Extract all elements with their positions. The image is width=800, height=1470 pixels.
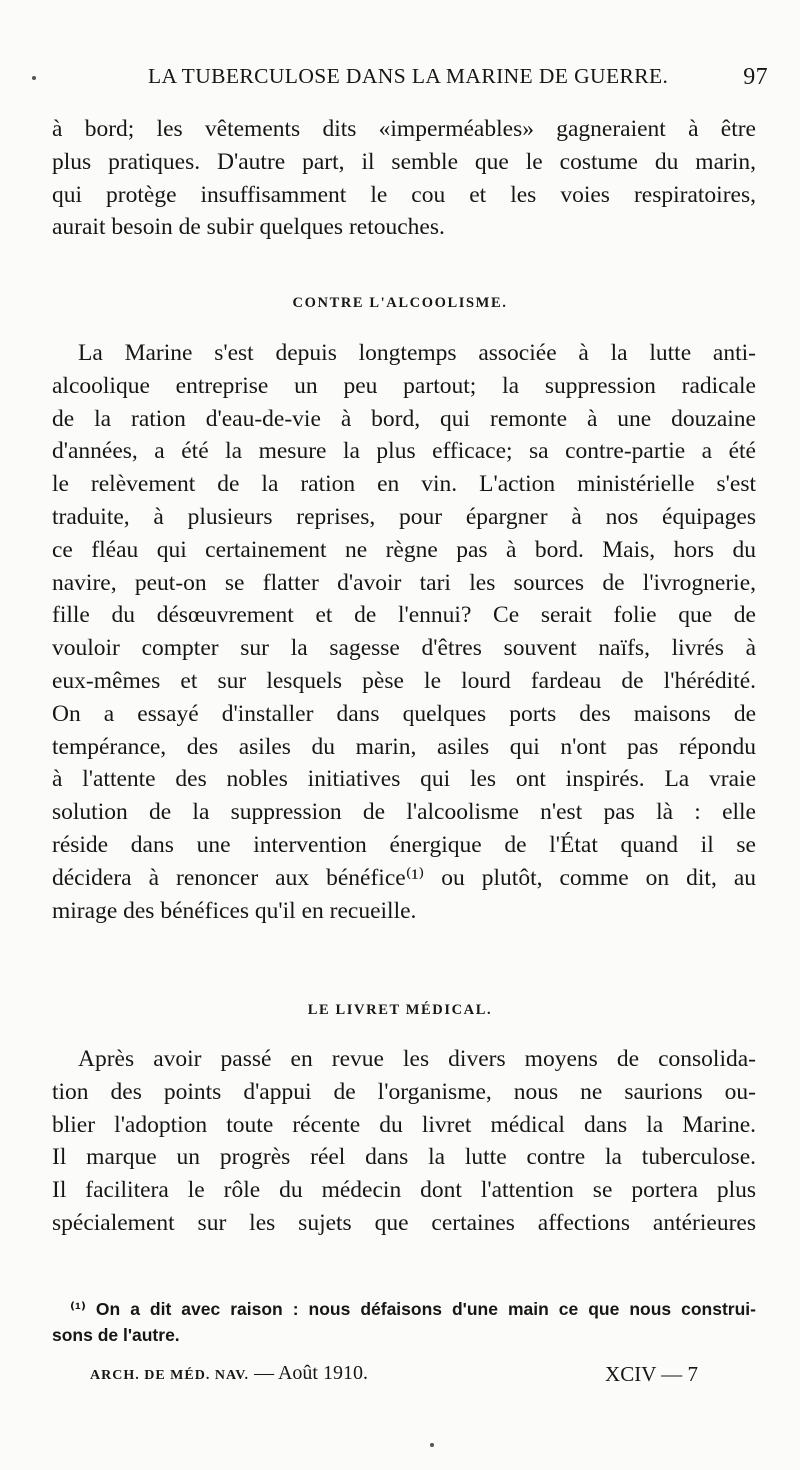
text-line: alcoolique entreprise un peu partout; la suppression radicale xyxy=(52,372,756,399)
text-line: vouloir compter sur la sagesse d'êtres souvent naïfs, livrés à xyxy=(52,635,756,662)
text-line: spécialement sur les sujets que certaines affections antérieures xyxy=(52,1209,756,1236)
text-line: Il facilitera le rôle du médecin dont l'attention se portera plus xyxy=(52,1177,756,1204)
page-number: 97 xyxy=(743,64,768,90)
text-line: qui protège insuffisamment le cou et les voies respiratoires, xyxy=(52,181,756,208)
text-line: navire, peut-on se flatter d'avoir tari les sources de l'ivrognerie, xyxy=(52,569,756,596)
text-line: à l'attente des nobles initiatives qui les ont inspirés. La vraie xyxy=(52,766,756,793)
text-line: fille du désœuvrement et de l'ennui? Ce serait folie que de xyxy=(52,602,756,629)
text-line: blier l'adoption toute récente du livret médical dans la Marine. xyxy=(52,1111,756,1138)
section-heading-livret: LE LIVRET MÉDICAL. xyxy=(307,1002,493,1018)
text-line: plus pratiques. D'autre part, il semble que le costume du marin, xyxy=(52,148,756,175)
volume-signature: XCIV — 7 xyxy=(605,1362,698,1386)
issue-date: — Août 1910. xyxy=(249,1362,368,1384)
text-line: tion des points d'appui de l'organisme, nous ne saurions ou- xyxy=(52,1078,756,1105)
page-footer xyxy=(90,1362,698,1392)
text-line: de la ration d'eau-de-vie à bord, qui remonte à une douzaine xyxy=(52,405,756,432)
scan-speck xyxy=(430,1443,434,1447)
text-line: décidera à renoncer aux bénéfice⁽¹⁾ ou plutôt, comme on dit, au xyxy=(52,864,756,891)
text-line: mirage des bénéfices qu'il en recueille. xyxy=(52,897,417,924)
journal-source xyxy=(90,1362,368,1385)
text-line: eux-mêmes et sur lesquels pèse le lourd fardeau de l'hérédité. xyxy=(52,667,756,694)
journal-abbrev: ARCH. DE MÉD. NAV. xyxy=(90,1368,250,1383)
text-line: La Marine s'est depuis longtemps associée à la lutte anti- xyxy=(78,340,756,366)
text-line: ce fléau qui certainement ne règne pas à bord. Mais, hors du xyxy=(52,536,756,563)
running-header xyxy=(148,64,768,104)
text-line: Après avoir passé en revue les divers moyens de consolida- xyxy=(78,1046,756,1072)
section-heading-alcoolisme: CONTRE L'ALCOOLISME. xyxy=(292,295,508,311)
text-line: tempérance, des asiles du marin, asiles qui n'ont pas répondu xyxy=(52,733,756,760)
scan-speck xyxy=(32,76,36,80)
text-line: réside dans une intervention énergique de l'État quand il se xyxy=(52,831,756,858)
livret-paragraph xyxy=(52,1043,756,1240)
text-line: Il marque un progrès réel dans la lutte contre la tuberculose. xyxy=(52,1144,756,1171)
text-line: aurait besoin de subir quelques retouches. xyxy=(52,214,445,241)
text-line: le relèvement de la ration en vin. L'action ministérielle s'est xyxy=(52,471,756,498)
text-line: solution de la suppression de l'alcoolisme n'est pas là : elle xyxy=(52,799,756,826)
text-line: à bord; les vêtements dits «imperméables» gagneraient à être xyxy=(52,116,756,142)
alcoolisme-paragraph xyxy=(52,337,756,927)
footnote-line: ⁽¹⁾ On a dit avec raison : nous défaisons d'une main ce que nous construi- xyxy=(70,1299,756,1319)
running-title: LA TUBERCULOSE DANS LA MARINE DE GUERRE. xyxy=(148,64,669,88)
text-line: On a essayé d'installer dans quelques ports des maisons de xyxy=(52,700,756,727)
footnote xyxy=(52,1296,756,1348)
footnote-line: sons de l'autre. xyxy=(52,1325,180,1345)
text-line: traduite, à plusieurs reprises, pour épargner à nos équipages xyxy=(52,503,756,530)
intro-paragraph xyxy=(52,113,756,244)
text-line: d'années, a été la mesure la plus efficace; sa contre-partie a été xyxy=(52,438,756,465)
